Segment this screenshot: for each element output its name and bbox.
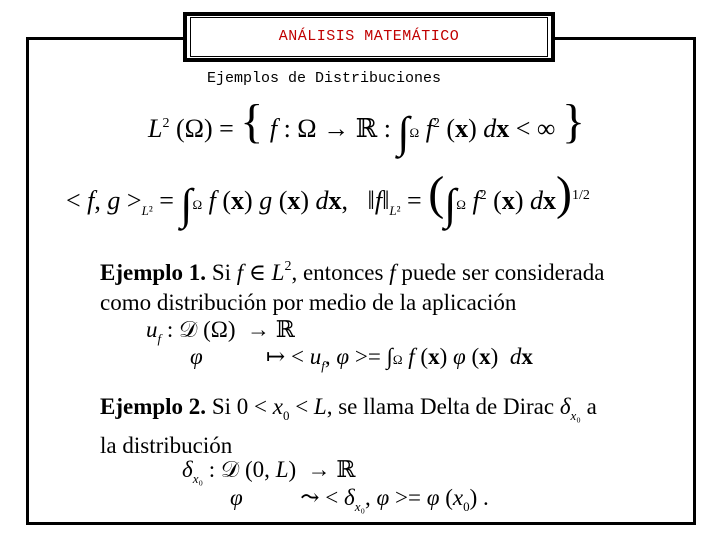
example-2-text: Ejemplo 2. Si $0 < x_0 < L$, se llama Delta de Dirac $\delta_{x_0}$ a la distribución bbox=[100, 394, 597, 458]
norm-exponent: 1/2 bbox=[572, 188, 590, 203]
example-1-label: Ejemplo 1. bbox=[100, 260, 207, 285]
slide-subtitle: Ejemplos de Distribuciones bbox=[207, 70, 442, 87]
example-2-label: Ejemplo 2. bbox=[100, 394, 207, 419]
example-2-map-line2: φ ⤳ < $\delta_{x_0}$, φ >= φ $(x_0)$ . bbox=[230, 485, 489, 514]
inner-product-and-norm: < f, $g >_{L^2} = \int\Omega$ f (x) g (x) dx, $‖f‖_{L^2} = (\int\Omega$ $f^2$ (x) dx)$^{1/2}$ bbox=[66, 167, 590, 229]
example-1-map-line1: $u_f$ : 𝒟 (Ω) → ℝ bbox=[146, 317, 295, 346]
example-2-map-line1: $\delta_{x_0}$ : 𝒟 (0, L) → ℝ bbox=[182, 457, 356, 486]
example-1-line2: como distribución por medio de la aplicación bbox=[100, 290, 517, 315]
l2-space-definition: $L^2$ (Ω) = { f : Ω → ℝ : ∫Ω $f^2$ (x) dx < ∞ } bbox=[148, 95, 586, 157]
example-2-line2: la distribución bbox=[100, 433, 233, 458]
slide-title: ANÁLISIS MATEMÁTICO bbox=[278, 28, 460, 45]
example-1-text: Ejemplo 1. Si f ∈ $L^2$, entonces f puede ser considerada como distribución por medio de la aplicación bbox=[100, 259, 605, 315]
example-1-map-line2: φ ↦ < $u_f$, φ >= ∫Ω f (x) φ (x) dx bbox=[190, 344, 533, 373]
